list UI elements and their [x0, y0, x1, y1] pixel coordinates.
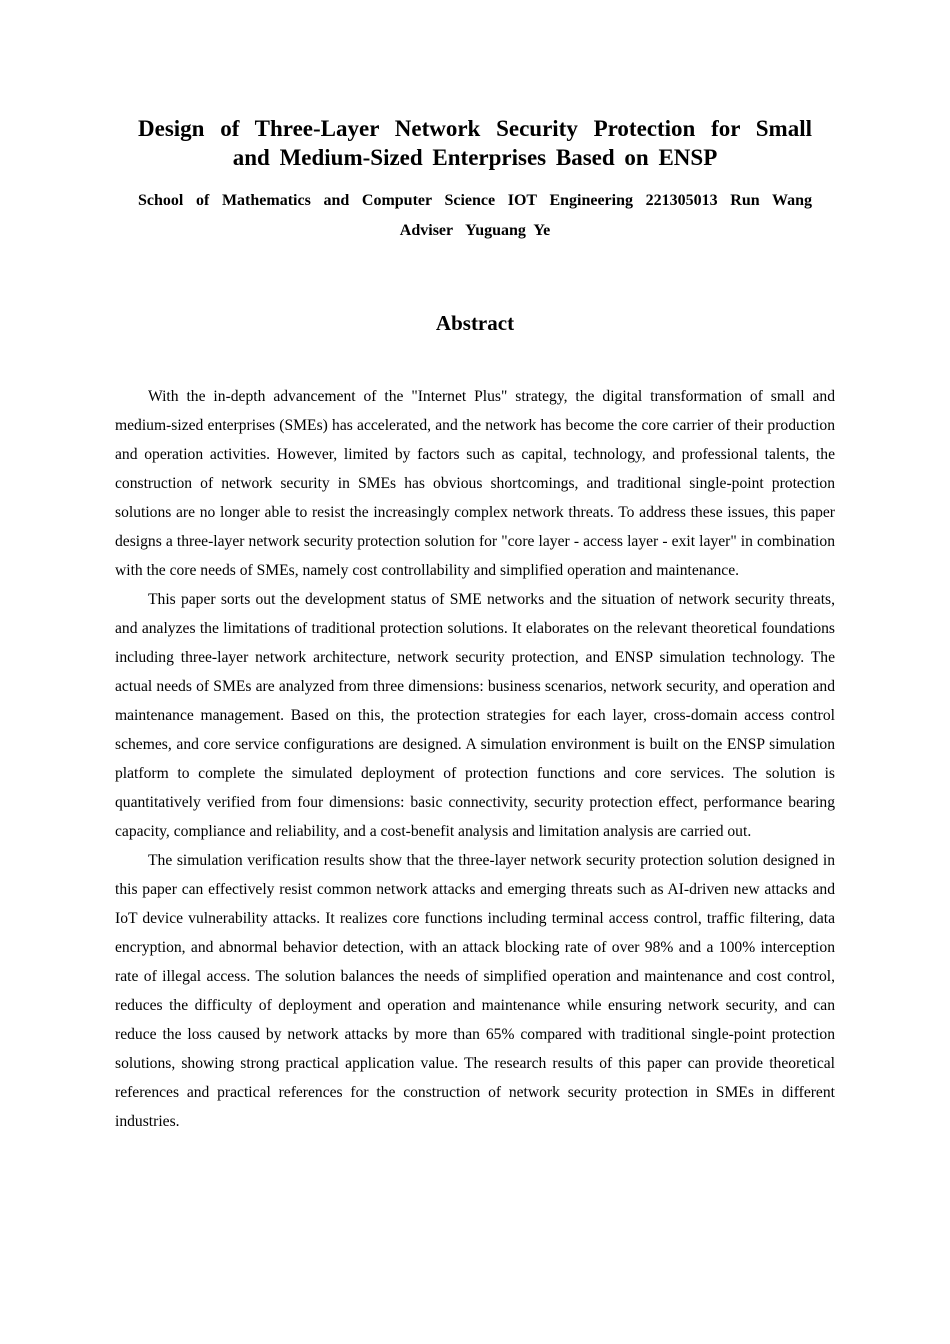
- abstract-paragraph-3: The simulation verification results show that the three-layer network security protection solution designed in this paper can effectively resist common network attacks and emerging threats such as AI-driven new attacks and IoT device vulnerability attacks. It realizes core functions including terminal access control, traffic filtering, data encryption, and abnormal behavior detection, with an attack blocking rate of over 98% and a 100% interception rate of illegal access. The solution balances the needs of simplified operation and maintenance and cost control, reduces the difficulty of deployment and operation and maintenance while ensuring network security, and can reduce the loss caused by network attacks by more than 65% compared with traditional single-point protection solutions, showing strong practical application value. The research results of this paper can provide theoretical references and practical references for the construction of network security protection in SMEs in different industries.: [115, 852, 835, 1130]
- abstract-paragraph-2: This paper sorts out the development status of SME networks and the situation of network security threats, and analyzes the limitations of traditional protection solutions. It elaborates on the relevant theoretical foundations including three-layer network architecture, network security protection, and ENSP simulation technology. The actual needs of SMEs are analyzed from three dimensions: business scenarios, network security, and operation and maintenance management. Based on this, the protection strategies for each layer, cross-domain access control schemes, and core service configurations are designed. A simulation environment is built on the ENSP simulation platform to complete the simulated deployment of protection functions and core services. The solution is quantitatively verified from four dimensions: basic connectivity, security protection effect, performance bearing capacity, compliance and reliability, and a cost-benefit analysis and limitation analysis are carried out.: [115, 591, 835, 840]
- adviser-line: [138, 220, 812, 242]
- abstract-paragraph-1: With the in-depth advancement of the "Internet Plus" strategy, the digital transformation of small and medium-sized enterprises (SMEs) has accelerated, and the network has become the core carrier of their production and operation activities. However, limited by factors such as capital, technology, and professional talents, the construction of network security in SMEs has obvious shortcomings, and traditional single-point protection solutions are no longer able to resist the increasingly complex network threats. To address these issues, this paper designs a three-layer network security protection solution for "core layer - access layer - exit layer" in combination with the core needs of SMEs, namely cost controllability and simplified operation and maintenance.: [115, 388, 835, 579]
- abstract-body: [115, 382, 835, 1136]
- paper-title-line-1: Design of Three-Layer Network Security Protection for Small: [138, 116, 812, 141]
- adviser-label: Adviser: [399, 222, 454, 239]
- paper-title-line-2: and Medium-Sized Enterprises Based on ENSP: [232, 145, 718, 170]
- adviser-name: Yuguang Ye: [465, 222, 551, 239]
- author-affiliation-line: School of Mathematics and Computer Science IOT Engineering 221305013 Run Wang: [138, 192, 812, 209]
- paper-title: [138, 114, 812, 172]
- abstract-heading: Abstract: [435, 311, 515, 335]
